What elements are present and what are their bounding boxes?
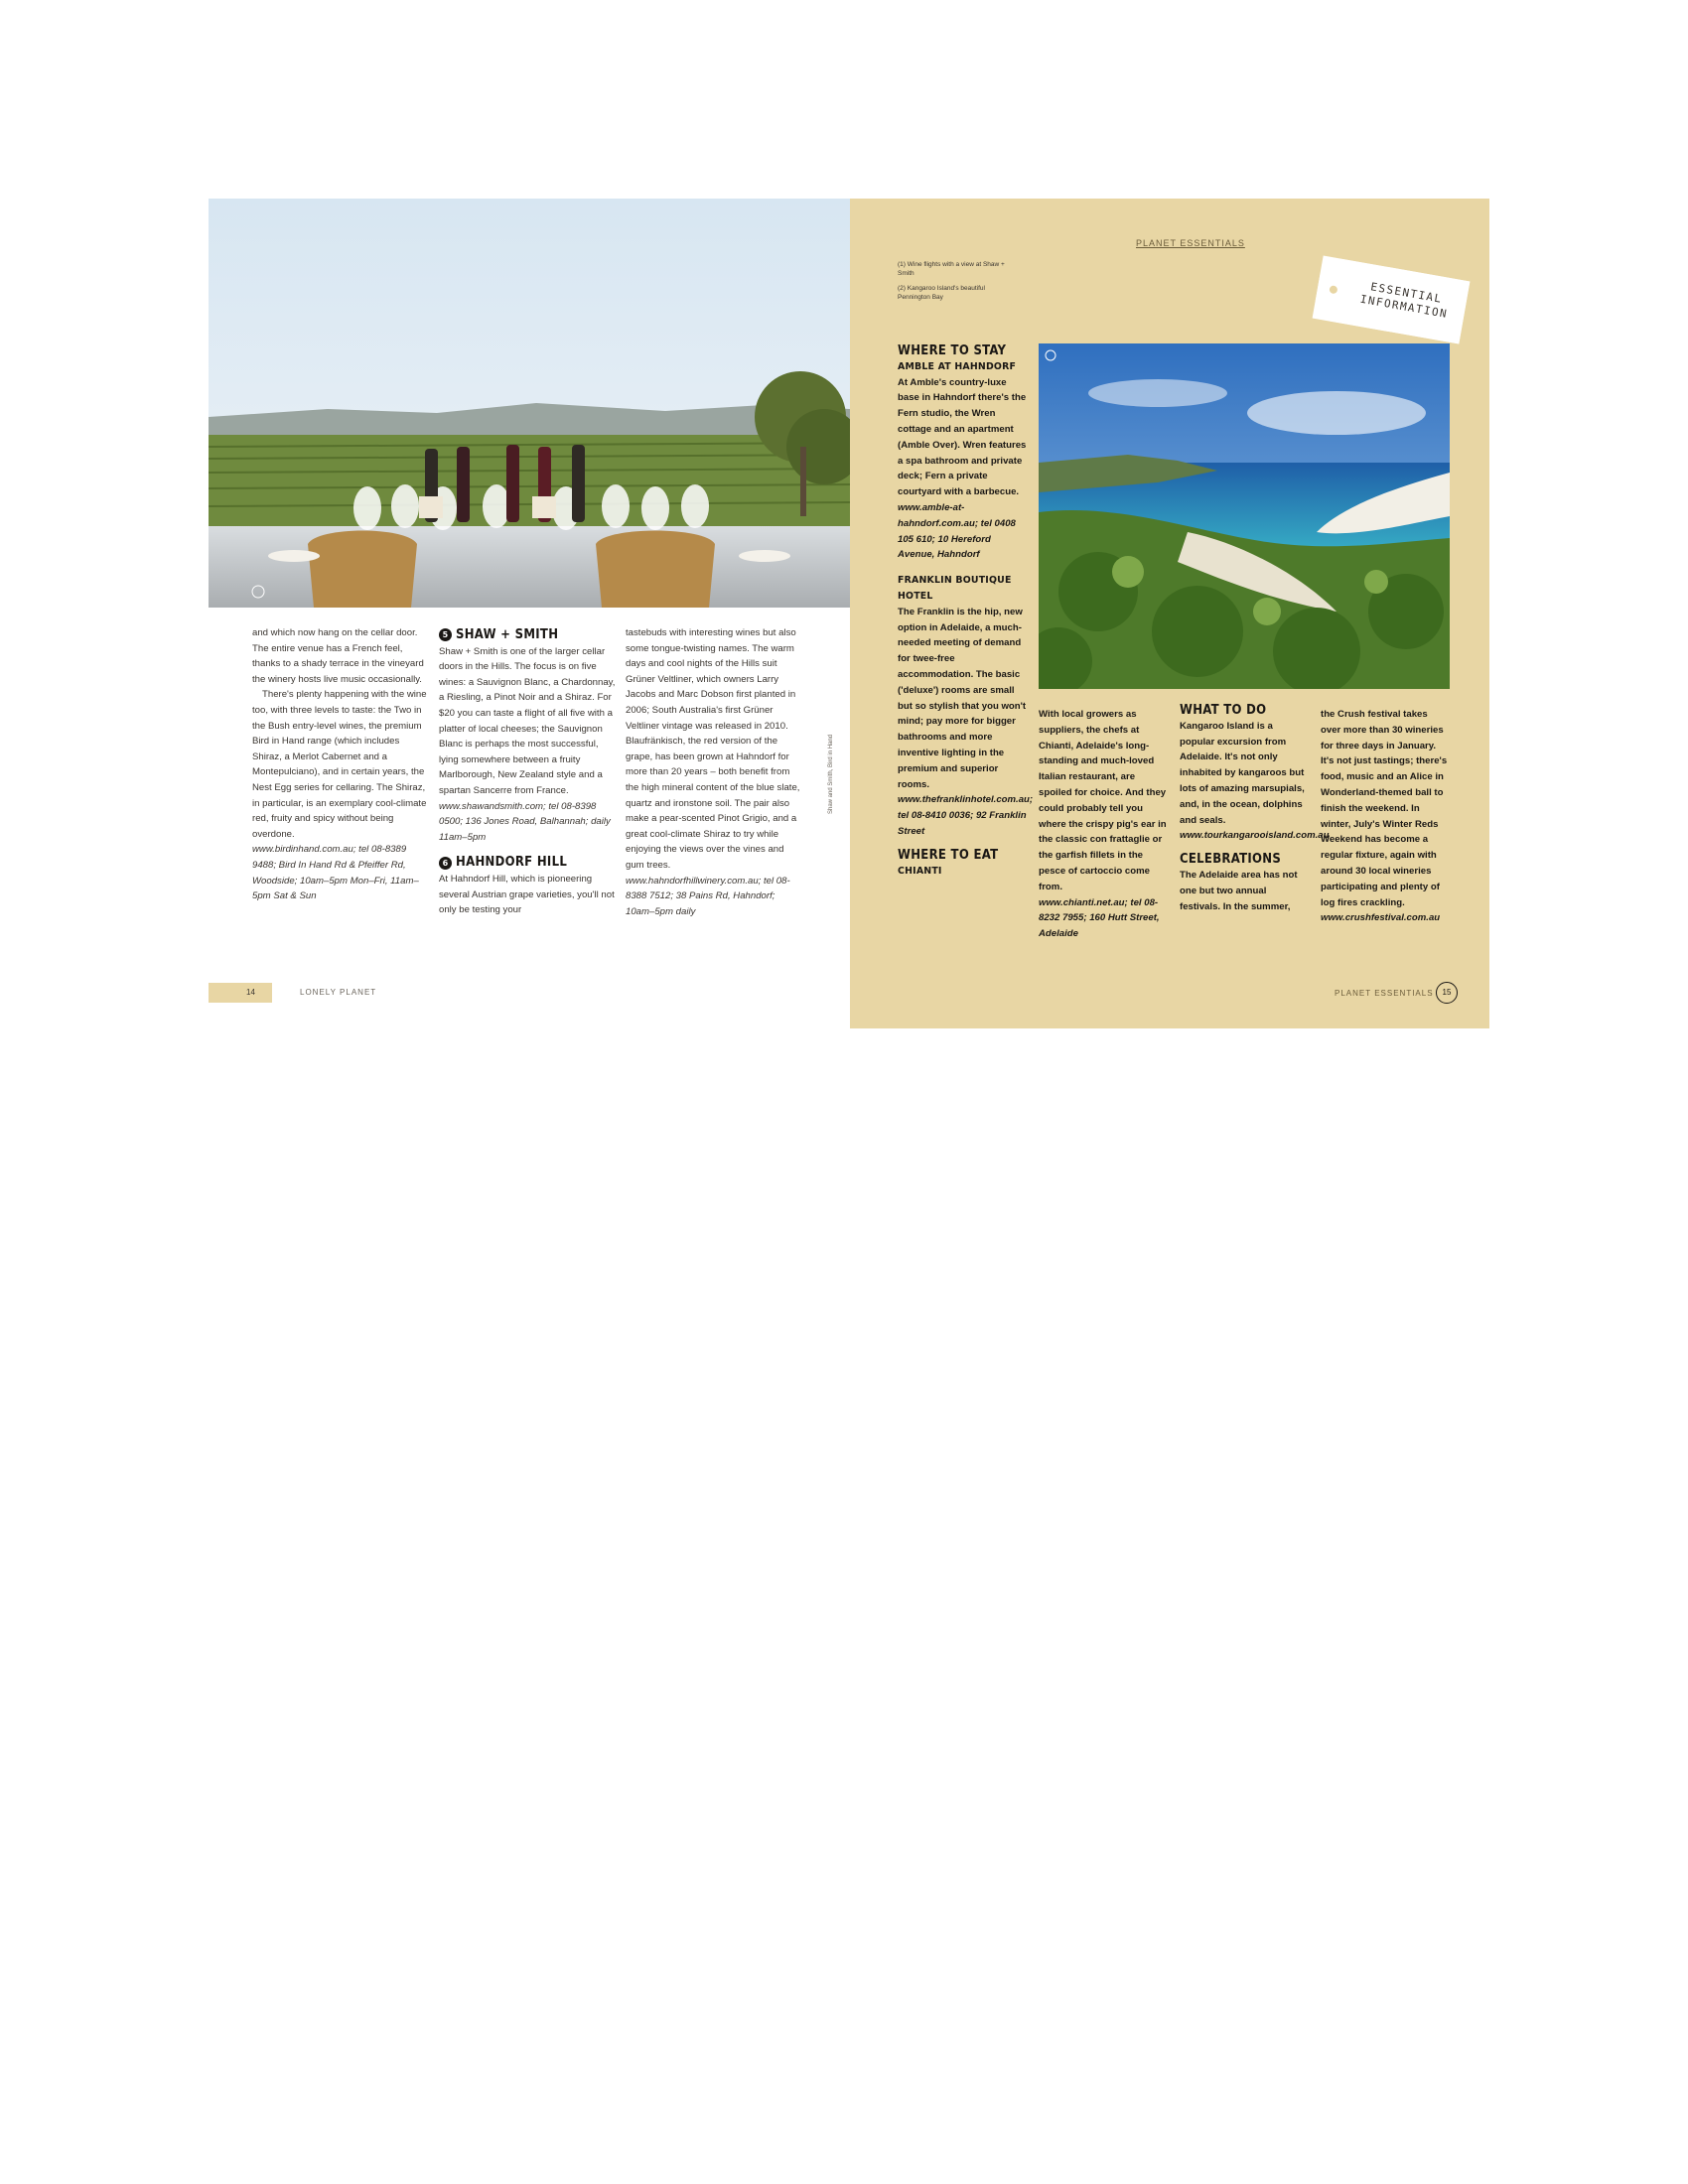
body-paragraph: Shaw + Smith is one of the larger cellar doors in the Hills. The focus is on five wines: a Sauvignon Blanc, a Chardonnay, a Riesling, a Pinot Noir and a Shiraz. For $20 you can taste a flight of all five with a platter of local cheeses; the Sauvignon Blanc is perhaps the most successful, lying somewhere between a fruity Marlborough, New Zealand style and a spartan Sancerre from France. — [439, 645, 616, 796]
number-badge: 6 — [439, 857, 452, 870]
body-paragraph: At Amble's country-luxe base in Hahndorf there's the Fern studio, the Wren cottage and an apartment (Amble Over). Wren features a spa bathroom and private deck; Fern a private courtyard with a barbecue. — [898, 376, 1027, 498]
section-header: PLANET ESSENTIALS — [1136, 238, 1245, 248]
photo-captions — [898, 260, 1017, 308]
venue-info: www.hahndorfhillwinery.com.au; tel 08-8388 7512; 38 Pains Rd, Hahndorf; 10am–5pm daily — [626, 875, 790, 917]
venue-info: www.thefranklinhotel.com.au; tel 08-8410 0036; 92 Franklin Street — [898, 794, 1034, 837]
subheading: FRANKLIN BOUTIQUE HOTEL — [898, 575, 1012, 602]
caption: (1) Wine flights with a view at Shaw + Smith — [898, 261, 1005, 277]
folio-label: PLANET ESSENTIALS — [1335, 989, 1434, 998]
vineyard-table-photo — [209, 199, 850, 608]
section-heading — [439, 627, 618, 643]
right-page — [850, 199, 1489, 1028]
right-column-4 — [1321, 707, 1450, 926]
left-text-columns — [252, 625, 823, 1161]
left-column-3 — [626, 625, 804, 919]
number-badge: 5 — [439, 628, 452, 641]
body-paragraph: Kangaroo Island is a popular excursion from Adelaide. It's not only inhabited by kangaroos but lots of amazing marsupials, and, in the ocean, dolphins and seals. — [1180, 720, 1305, 826]
photo-credit: Shaw and Smith, Bird in Hand — [828, 734, 834, 814]
venue-info: www.chianti.net.au; tel 08-8232 7955; 160 Hutt Street, Adelaide — [1039, 896, 1160, 940]
heading-text: SHAW + SMITH — [456, 627, 559, 642]
page-number: 15 — [1436, 982, 1458, 1004]
body-paragraph: There's plenty happening with the wine too, with three levels to taste: the Two in the Bush entry-level wines, the premium Bird in Hand range (which includes Shiraz, a Merlot Cabernet and a Montepulciano), and in certain years, the Nest Egg series for cellaring. The Shiraz, in particular, is an exemplary cool-climate red, fruity and spicy without being overdone. — [252, 689, 427, 840]
body-paragraph: At Hahndorf Hill, which is pioneering several Austrian grape varieties, you'll not only be testing your — [439, 873, 615, 916]
body-paragraph: and which now hang on the cellar door. The entire venue has a French feel, thanks to a shady terrace in the vineyard the winery hosts live music occasionally. — [252, 627, 424, 685]
body-paragraph: tastebuds with interesting wines but also some tongue-twisting names. The warm days and cool nights of the Hills suit Grüner Veltliner, which owners Larry Jacobs and Marc Dobson first planted in 2006; South Australia's first Grüner Veltliner vintage was released in 2010. Blaufränkisch, the red version of the grape, has been grown at Hahndorf for more than 20 years – both benefit from the high mineral content of the blue slate, quartz and ironstone soil. The pair also make a pear-scented Pinot Grigio, and a great cool-climate Shiraz to try while enjoying the views over the vines and gum trees. — [626, 627, 800, 871]
left-column-2 — [439, 625, 618, 918]
right-column-2 — [1039, 707, 1168, 942]
venue-info: www.amble-at-hahndorf.com.au; tel 0408 105 610; 10 Hereford Avenue, Hahndorf — [898, 501, 1016, 561]
section-heading — [439, 855, 618, 871]
left-column-1 — [252, 625, 431, 904]
venue-info: www.shawandsmith.com; tel 08-8398 0500; 136 Jones Road, Balhannah; daily 11am–5pm — [439, 800, 611, 843]
body-paragraph: With local growers as suppliers, the chefs at Chianti, Adelaide's long-standing and much-loved Italian restaurant, are spoiled for choice. And they could probably tell you where the crispy pig's ear in the classic con frattaglie or the garfish fillets in the pesce of cartoccio come from. — [1039, 709, 1167, 892]
body-paragraph: The Adelaide area has not one but two annual festivals. In the summer, — [1180, 869, 1298, 912]
luggage-tag — [1313, 255, 1471, 343]
venue-info: www.birdinhand.com.au; tel 08-8389 9488; Bird In Hand Rd & Pfeiffer Rd, Woodside; 10am–5pm Mon–Fri, 11am–5pm Sat & Sun — [252, 844, 419, 902]
left-page — [209, 199, 850, 1028]
page-number: 14 — [246, 988, 255, 997]
body-paragraph: the Crush festival takes over more than 30 wineries for three days in January. It's not just tastings; there's food, music and an Alice in Wonderland-themed ball to finish the weekend. In winter, July's Winter Reds Weekend has become a regular fixture, again with around 30 local wineries participating and plenty of log fires crackling. — [1321, 709, 1448, 908]
tag-label: ESSENTIAL INFORMATION — [1358, 280, 1450, 322]
body-paragraph: The Franklin is the hip, new option in Adelaide, a much-needed meeting of demand for twee-free accommodation. The basic ('deluxe') rooms are small but so stylish that you won't mind; pay more for bigger bathrooms and more inventive lighting in the premium and superior rooms. — [898, 606, 1027, 790]
folio-bar — [209, 983, 272, 1003]
section-heading: WHERE TO STAY — [898, 343, 1007, 358]
folio-label: LONELY PLANET — [300, 988, 377, 997]
section-heading: WHAT TO DO — [1180, 703, 1267, 718]
section-heading: WHERE TO EAT — [898, 847, 999, 863]
caption: (2) Kangaroo Island's beautiful Pennington Bay — [898, 285, 985, 301]
right-column-1 — [898, 343, 1034, 879]
subheading: CHIANTI — [898, 865, 942, 877]
venue-info: www.crushfestival.com.au — [1321, 912, 1441, 924]
section-heading: CELEBRATIONS — [1180, 852, 1282, 868]
venue-info: www.tourkangarooisland.com.au — [1180, 830, 1330, 842]
magazine-spread — [209, 199, 1489, 1028]
heading-text: HAHNDORF HILL — [456, 855, 568, 871]
right-column-3 — [1180, 703, 1330, 914]
kangaroo-island-beach-photo — [1039, 343, 1450, 689]
subheading: AMBLE AT HAHNDORF — [898, 360, 1017, 372]
